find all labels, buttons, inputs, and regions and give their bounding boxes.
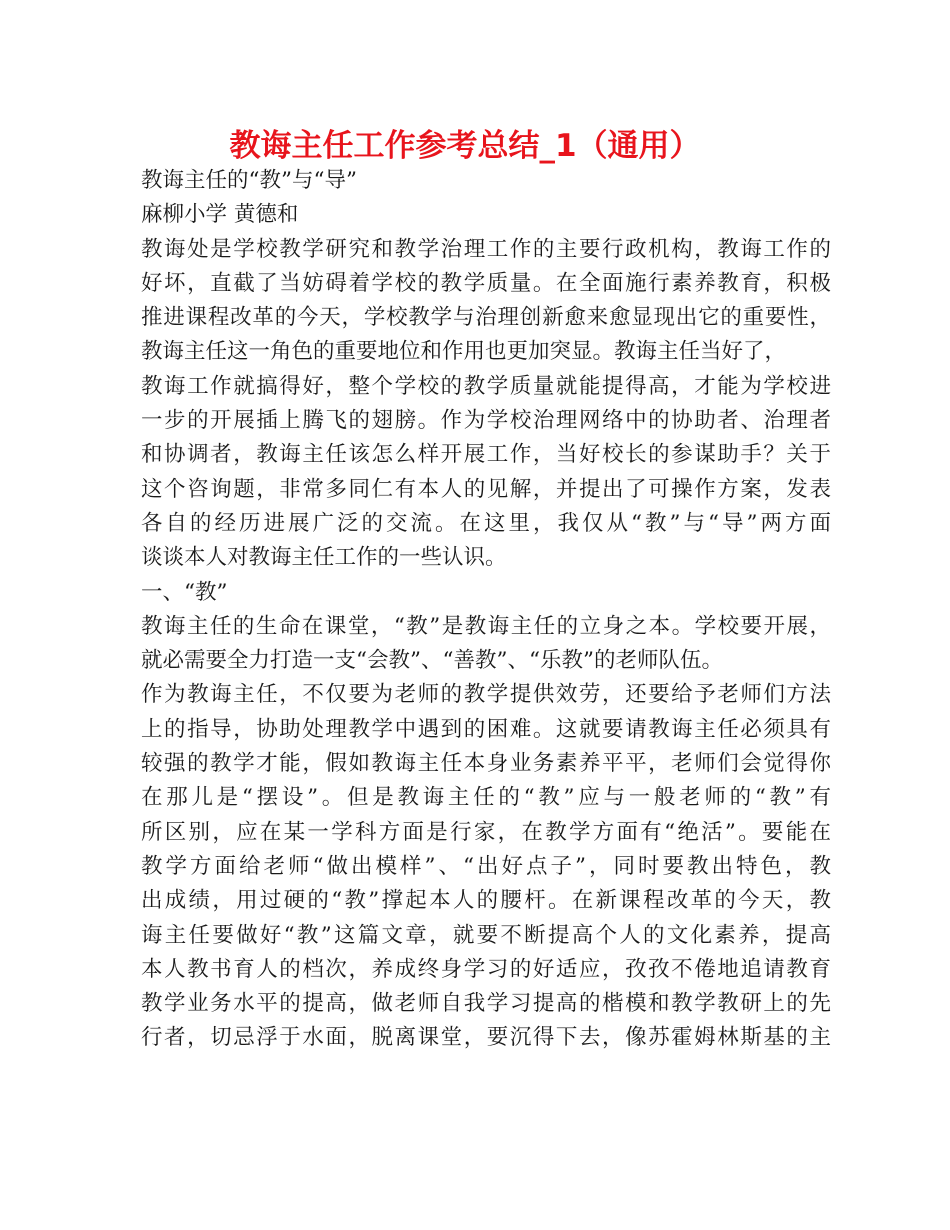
paragraph-line: 和协调者，教诲主任该怎么样开展工作，当好校长的参谋助手？关于 <box>141 442 831 468</box>
paragraph-line: 教诲工作就搞得好，整个学校的教学质量就能提得高，才能为学校进 <box>141 373 831 399</box>
paragraph-line: 在那儿是“摆设”。但是教诲主任的“教”应与一般老师的“教”有 <box>141 785 831 811</box>
paragraph-line: 所区别，应在某一学科方面是行家，在教学方面有“绝活”。要能在 <box>141 819 831 845</box>
paragraph-line: 教诲主任的生命在课堂，“教”是教诲主任的立身之本。学校要开展， <box>141 613 831 639</box>
paragraph-line: 谈谈本人对教诲主任工作的一些认识。 <box>141 545 507 571</box>
paragraph-line: 就必需要全力打造一支“会教”、“善教”、“乐教”的老师队伍。 <box>141 648 723 674</box>
paragraph-line: 各自的经历进展广泛的交流。在这里，我仅从“教”与“导”两方面 <box>141 510 831 536</box>
author-line: 麻柳小学 黄德和 <box>141 202 299 228</box>
paragraph-line: 较强的教学才能，假如教诲主任本身业务素养平平，老师们会觉得你 <box>141 751 831 777</box>
paragraph-line: 出成绩，用过硬的“教”撑起本人的腰杆。在新课程改革的今天，教 <box>141 888 831 914</box>
paragraph-line: 作为教诲主任，不仅要为老师的教学提供效劳，还要给予老师们方法 <box>141 682 831 708</box>
document-title: 教诲主任工作参考总结_1（通用） <box>229 128 701 164</box>
paragraph-line: 教诲主任这一角色的重要地位和作用也更加突显。教诲主任当好了， <box>141 339 787 365</box>
document-body <box>141 164 831 1056</box>
section-heading: 一、“教” <box>141 579 228 605</box>
paragraph-line: 教诲处是学校教学研究和教学治理工作的主要行政机构，教诲工作的 <box>141 236 831 262</box>
paragraph-line: 本人教书育人的档次，养成终身学习的好适应，孜孜不倦地追请教育 <box>141 956 831 982</box>
paragraph-line: 教学方面给老师“做出模样”、“出好点子”，同时要教出特色，教 <box>141 853 831 879</box>
paragraph-line: 这个咨询题，非常多同仁有本人的见解，并提出了可操作方案，发表 <box>141 476 831 502</box>
paragraph-line: 诲主任要做好“教”这篇文章，就要不断提高个人的文化素养，提高 <box>141 922 831 948</box>
paragraph-line: 教学业务水平的提高，做老师自我学习提高的楷模和教学教研上的先 <box>141 991 831 1017</box>
subtitle-line: 教诲主任的“教”与“导” <box>141 168 357 193</box>
paragraph-line: 上的指导，协助处理教学中遇到的困难。这就要请教诲主任必须具有 <box>141 716 831 742</box>
paragraph-line: 一步的开展插上腾飞的翅膀。作为学校治理网络中的协助者、治理者 <box>141 408 831 434</box>
paragraph-line: 行者，切忌浮于水面，脱离课堂，要沉得下去，像苏霍姆林斯基的主 <box>141 1025 831 1051</box>
paragraph-line: 推进课程改革的今天，学校教学与治理创新愈来愈显现出它的重要性， <box>141 305 831 331</box>
paragraph-line: 好坏，直截了当妨碍着学校的教学质量。在全面施行素养教育，积极 <box>141 270 831 296</box>
